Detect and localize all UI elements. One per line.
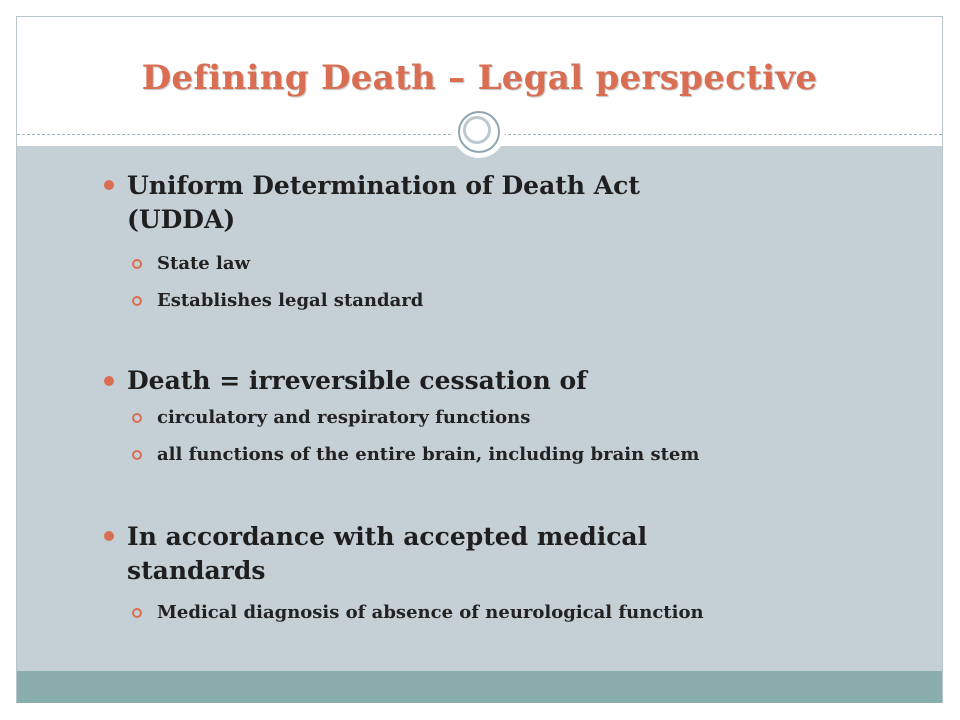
bullet-2-sub-1: circulatory and respiratory functions xyxy=(157,407,531,428)
bullet-1-sub-1: State law xyxy=(157,253,251,274)
bullet-1-sub-2: Establishes legal standard xyxy=(157,290,424,311)
slide-title: Defining Death – Legal perspective xyxy=(141,58,818,98)
bullet-dot-icon xyxy=(104,531,114,541)
bullet-2-sub-2: all functions of the entire brain, including brain stem xyxy=(157,444,700,465)
bullet-3-text: In accordance with accepted medical standards xyxy=(127,522,648,585)
bullet-dot-icon xyxy=(104,180,114,190)
bullet-1-text: Uniform Determination of Death Act (UDDA) xyxy=(127,171,640,234)
sub-bullet-ring-icon xyxy=(132,413,142,423)
sub-bullet-ring-icon xyxy=(132,259,142,269)
bullet-3-sub-1: Medical diagnosis of absence of neurological function xyxy=(157,602,704,623)
sub-bullet-ring-icon xyxy=(132,450,142,460)
bullet-2-text: Death = irreversible cessation of xyxy=(127,366,587,395)
bullet-dot-icon xyxy=(104,376,114,386)
sub-bullet-ring-icon xyxy=(132,296,142,306)
sub-bullet-ring-icon xyxy=(132,608,142,618)
